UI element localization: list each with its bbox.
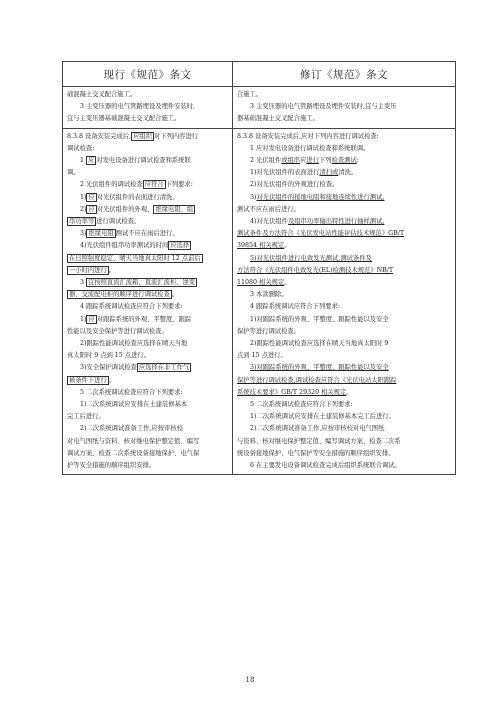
text-line: 串功率等 进行调试检查。 bbox=[69, 218, 141, 226]
text-line: 1)对光伏组件的表面进行清扫或清洗。 bbox=[250, 169, 358, 177]
deleted-text-box: 应 bbox=[88, 157, 95, 165]
text-line: 1) 应 对跟踪系统的外观、平整度、跟踪 bbox=[80, 315, 192, 323]
text-line bbox=[237, 265, 451, 277]
text-line bbox=[67, 253, 228, 265]
deleted-text-box: 绝缘电阻、组 bbox=[155, 205, 194, 213]
text-line: 1)二次系统调试应安排在土建装修基本 bbox=[80, 401, 188, 409]
text-line: 5 二次系统调试检查应符合下列要求: bbox=[250, 401, 353, 409]
header-row bbox=[63, 62, 456, 87]
text-line: 1)对跟踪系统的外观、平整度、跟踪性能以及安全 bbox=[250, 315, 389, 323]
deleted-text-box: 应 bbox=[88, 315, 95, 323]
text-line: 护等安全措施的顺序组织安排。 bbox=[67, 462, 156, 470]
text-line: 2 光伏组件的调试检查 应符合 下列要求: bbox=[80, 181, 193, 189]
revised-clause-8-3-8 bbox=[233, 128, 456, 475]
revised-text-underline: 对光伏组件的接地电阻和接地连续性进行测试, bbox=[256, 193, 385, 201]
text-line: 器基础混凝土交叉配合施工。 bbox=[237, 115, 319, 123]
text-line: 5 二次系统调试检查应符合下列要求: bbox=[80, 388, 183, 396]
revised-text-underline: 清扫或 bbox=[319, 169, 339, 177]
text-line: 3 主变压器的电气管路埋设及埋件安装时,宜与主变压 bbox=[250, 103, 397, 111]
text-line: 2)对光伏组件的外观进行检查。 bbox=[250, 181, 339, 189]
deleted-text-box: 应 bbox=[88, 193, 95, 201]
page-number: 18 bbox=[245, 676, 255, 684]
text-line: 调试检查: bbox=[67, 144, 95, 152]
revised-text-underline: 保护等进行调试检查,调试检查应符合《光伏电站太阳跟踪 bbox=[237, 376, 397, 384]
text-line: 2)跟踪性能调试检查应选择在晴天当地真太阳时 9 bbox=[250, 340, 389, 348]
text-line: 3 宜按照直流汇流箱、直流汇流柜、逆变 bbox=[80, 279, 196, 287]
deleted-text-box: 宜按照直流汇流箱、直流汇流柜、逆变 bbox=[88, 279, 196, 287]
text-line: 1) 应 对光伏组件的表面进行清洗。 bbox=[80, 193, 179, 201]
current-clause-8-3-8 bbox=[63, 128, 233, 475]
text-line: 11080 相关规定。 bbox=[237, 279, 291, 287]
text-line: 真太阳时 9 点到 15 点进行。 bbox=[67, 352, 150, 360]
deleted-text-box: 应选择在非工作气 bbox=[138, 364, 190, 372]
revised-clause-8-3-7 bbox=[233, 87, 456, 129]
deleted-text-box: 串功率等 bbox=[69, 218, 95, 226]
revised-text-underline: 系统技术要求》GB/T 29320 相关规定 bbox=[237, 388, 347, 396]
text-line: 1 应对发电设备进行调试检查和系统联调。 bbox=[250, 144, 370, 152]
deleted-text-box: 应选择 bbox=[170, 242, 190, 250]
deleted-text-box: 应符合 bbox=[144, 181, 164, 189]
text-line bbox=[237, 228, 451, 240]
text-line: 8.3.8 设备安装完成后,应对下列内容进行调试检查: bbox=[237, 132, 379, 140]
text-line: 宜与主变压器基础混凝土交叉配合施工。 bbox=[67, 115, 181, 123]
text-line: 3) 绝缘电阻 测试不应在雨后进行。 bbox=[80, 230, 179, 238]
text-line: 6 在主要发电设备调试检查完成后组织系统联合调试。 bbox=[250, 462, 401, 470]
text-line: 统设备接地保护、电气保护等安全措施的顺序组织安排。 bbox=[237, 449, 395, 457]
text-line: 3 本款删除。 bbox=[250, 291, 288, 299]
text-line: 2)二次系统调试准备工作,应按审核校 bbox=[80, 425, 183, 433]
text-line: 2)跟踪性能调试检查应选择在晴天当地 bbox=[80, 340, 188, 348]
revised-text-underline: 39854 相关规定 bbox=[237, 242, 285, 250]
text-line bbox=[237, 375, 451, 387]
text-line: 完工后进行。 bbox=[67, 413, 105, 421]
comparison-table bbox=[62, 61, 456, 475]
text-line: 39854 相关规定。 bbox=[237, 242, 291, 250]
text-line: 2) 应 对光伏组件的外观、 绝缘电阻、组 bbox=[80, 205, 194, 213]
revised-text-underline: 5)对光伏组件进行电致发光测试,测试条件及 bbox=[250, 254, 372, 262]
text-line: 8.3.8 设备安装完成后, 应组织 对下列内容进行 bbox=[67, 132, 199, 140]
text-line: 调试方案、检查二次系统设备接地保护、电气保 bbox=[67, 449, 200, 457]
revised-text-underline: 方法符合《光伏组件电致发光(EL)检测技术规范》NB/T bbox=[237, 266, 394, 274]
text-line: 调。 bbox=[67, 169, 80, 177]
text-line: 1)二次系统调试应安排在土建装修基本完工后进行。 bbox=[250, 413, 395, 421]
text-line: 4)光伏组件组串功率测试的时间 应选择 bbox=[80, 242, 190, 250]
text-line: 点到 15 点进行。 bbox=[237, 352, 287, 360]
text-line bbox=[237, 253, 451, 265]
text-line: 2 光伏组件或组串应进行下列检查测试: bbox=[250, 157, 359, 165]
text-line: 保护等进行调试检查。 bbox=[237, 327, 300, 335]
header-revised: 修订《规范》条文 bbox=[233, 62, 456, 87]
text-line: 性能以及安全保护等进行调试检查。 bbox=[67, 327, 168, 335]
text-line: 对电气图纸与资料、核对继电保护整定值、编写 bbox=[67, 437, 200, 445]
text-line: 与资料、核对继电保护整定值、编写调试方案、检查二次系 bbox=[237, 437, 401, 445]
revised-text-underline: 及组串功率输出特性进行抽样测试, bbox=[287, 218, 385, 226]
text-line: 4 跟踪系统调试检查应符合下列要求: bbox=[80, 303, 183, 311]
deleted-text-box: 器、交流配电柜的顺序进行调试检查 bbox=[69, 291, 170, 299]
text-line: 3 主变压器的电气管路埋设及埋件安装时, bbox=[80, 103, 196, 111]
text-line bbox=[237, 362, 451, 374]
deleted-text-box: 应 bbox=[88, 205, 95, 213]
text-line: 1 应 对发电设备进行调试检查和系统联 bbox=[80, 157, 191, 165]
deleted-text-box: 绝缘电阻 bbox=[88, 230, 114, 238]
comparison-page bbox=[62, 61, 455, 475]
text-line: 系统技术要求》GB/T 29320 相关规定。 bbox=[237, 388, 353, 396]
header-current: 现行《规范》条文 bbox=[63, 62, 233, 87]
deleted-text-box: 一小时内进行 bbox=[69, 266, 107, 274]
revised-text-underline: 检查测试 bbox=[331, 157, 357, 165]
revised-text-underline: 11080 相关规定 bbox=[237, 279, 285, 287]
row-clause-8-3-8 bbox=[63, 128, 456, 475]
revised-text-underline: 测试条件及方法符合《光伏发电站性能评估技术规范》GB/T bbox=[237, 230, 405, 238]
text-line: 4)对光伏组件及组串功率输出特性进行抽样测试, bbox=[250, 218, 385, 226]
revised-text-underline: 进行 bbox=[306, 157, 319, 165]
text-line: 础混凝土交叉配合施工。 bbox=[67, 91, 137, 98]
text-line: 候条件下进行 。 bbox=[69, 376, 116, 384]
revised-text-underline: 3)对跟踪系统的外观、平整度、跟踪性能以及安全 bbox=[250, 364, 389, 372]
text-line: 测试不应在雨后进行。 bbox=[237, 205, 300, 213]
deleted-text-box: 候条件下进行 bbox=[69, 376, 107, 384]
revised-text-underline: 或组串 bbox=[281, 157, 301, 165]
deleted-text-box: 应组织 bbox=[133, 132, 152, 140]
row-clause-8-3-7 bbox=[63, 87, 456, 129]
text-line: 一小时内进行 。 bbox=[69, 266, 116, 274]
text-line: 3)对光伏组件的接地电阻和接地连续性进行测试, bbox=[250, 193, 385, 201]
text-line: 4 跟踪系统调试应符合下列要求: bbox=[250, 303, 340, 311]
text-line: 2)二次系统调试准备工作,应按审核校对电气图纸 bbox=[250, 425, 385, 433]
text-line: 器、交流配电柜的顺序进行调试检查 。 bbox=[69, 291, 179, 299]
text-line: 3)安全保护调试检查 应选择在非工作气 bbox=[80, 364, 190, 372]
text-line: 合施工。 bbox=[237, 91, 263, 98]
deleted-text-box: 在日照强度稳定、晴天当地真太阳时 12 点前后 bbox=[69, 254, 201, 262]
current-clause-8-3-7 bbox=[63, 87, 233, 129]
